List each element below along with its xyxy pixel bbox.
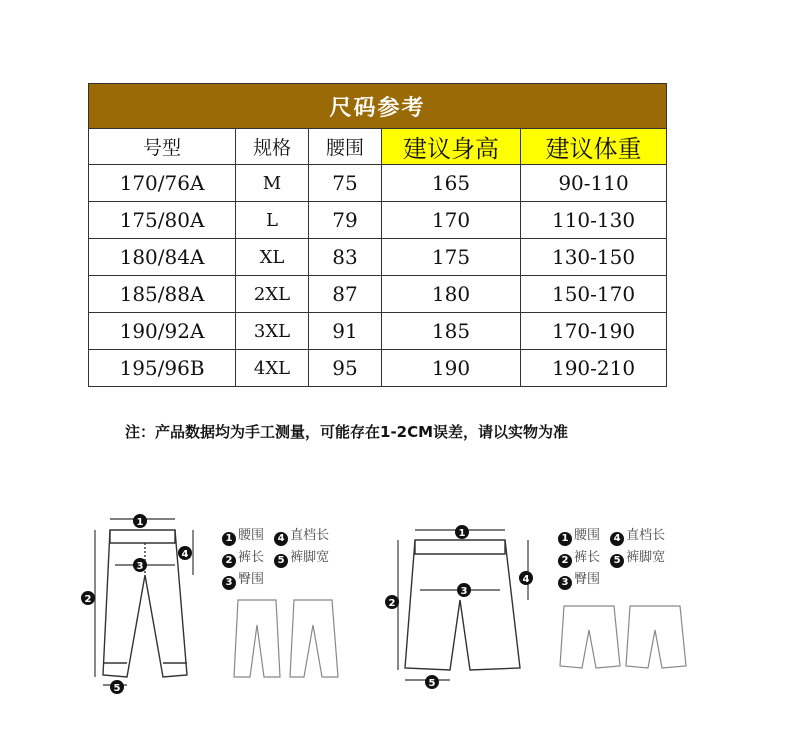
cell-model: 195/96B <box>89 350 236 387</box>
cell-height: 175 <box>382 239 521 276</box>
cell-spec: L <box>236 202 309 239</box>
header-height: 建议身高 <box>382 129 521 165</box>
cell-weight: 170-190 <box>521 313 667 350</box>
cell-waist: 95 <box>309 350 382 387</box>
table-row <box>89 202 667 239</box>
cell-model: 175/80A <box>89 202 236 239</box>
table-row <box>89 350 667 387</box>
marker-1: 1 <box>458 528 466 539</box>
marker-3: 3 <box>136 561 144 572</box>
marker-2: 2 <box>388 598 396 609</box>
shorts-diagram <box>380 520 540 690</box>
legend-left: 1 腰围 4 直档长 2 裤长 5 裤脚宽 3 臀围 <box>222 525 382 591</box>
cell-weight: 150-170 <box>521 276 667 313</box>
marker-4: 4 <box>181 549 189 560</box>
table-row <box>89 165 667 202</box>
cell-height: 180 <box>382 276 521 313</box>
cell-spec: 4XL <box>236 350 309 387</box>
cell-weight: 190-210 <box>521 350 667 387</box>
cell-model: 170/76A <box>89 165 236 202</box>
header-weight: 建议体重 <box>521 129 667 165</box>
marker-3: 3 <box>460 586 468 597</box>
cell-waist: 91 <box>309 313 382 350</box>
header-model: 号型 <box>89 129 236 165</box>
marker-5: 5 <box>428 678 436 689</box>
marker-5: 5 <box>113 683 121 694</box>
cell-model: 190/92A <box>89 313 236 350</box>
cell-waist: 87 <box>309 276 382 313</box>
cell-height: 170 <box>382 202 521 239</box>
cell-waist: 79 <box>309 202 382 239</box>
cell-height: 185 <box>382 313 521 350</box>
long-pants-diagram <box>75 505 225 700</box>
cell-height: 165 <box>382 165 521 202</box>
cell-model: 185/88A <box>89 276 236 313</box>
cell-weight: 90-110 <box>521 165 667 202</box>
table-header-row <box>89 129 667 165</box>
marker-4: 4 <box>522 574 530 585</box>
cell-spec: 2XL <box>236 276 309 313</box>
long-pants-thumbnails <box>232 595 344 687</box>
size-chart-table <box>88 83 667 387</box>
cell-waist: 83 <box>309 239 382 276</box>
marker-2: 2 <box>84 594 92 605</box>
header-spec: 规格 <box>236 129 309 165</box>
table-row <box>89 313 667 350</box>
cell-weight: 130-150 <box>521 239 667 276</box>
cell-spec: M <box>236 165 309 202</box>
table-title: 尺码参考 <box>89 84 667 129</box>
cell-model: 180/84A <box>89 239 236 276</box>
cell-waist: 75 <box>309 165 382 202</box>
header-waist: 腰围 <box>309 129 382 165</box>
table-row <box>89 276 667 313</box>
cell-weight: 110-130 <box>521 202 667 239</box>
shorts-thumbnails <box>558 600 693 675</box>
legend-right: 1 腰围 4 直档长 2 裤长 5 裤脚宽 3 臀围 <box>558 525 718 591</box>
marker-1: 1 <box>136 517 144 528</box>
cell-spec: XL <box>236 239 309 276</box>
cell-height: 190 <box>382 350 521 387</box>
measurement-note: 注：产品数据均为手工测量，可能存在1-2CM误差，请以实物为准 <box>125 423 569 441</box>
table-row <box>89 239 667 276</box>
cell-spec: 3XL <box>236 313 309 350</box>
